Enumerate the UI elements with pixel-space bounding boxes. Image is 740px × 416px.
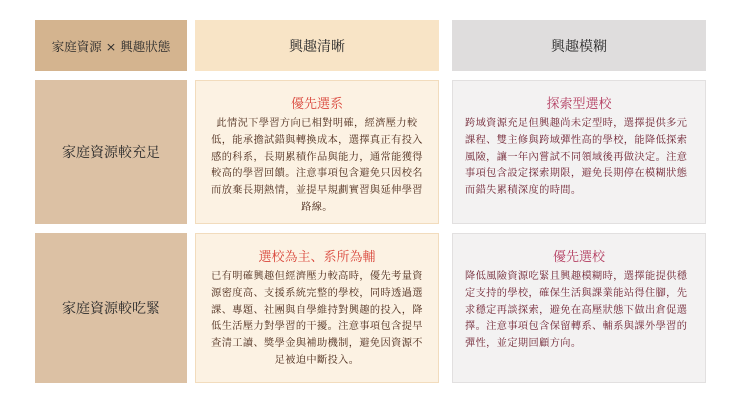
- cell-text: 跨域資源充足但興趣尚未定型時，選擇提供多元課程、雙主修與跨域彈性高的學校，能降低探索風險，讓一年內嘗試不同領域後再做決定。注意事項包含設定探索期限，避免長期停在模糊狀態而錯失累積深度的時間。: [465, 118, 688, 197]
- cell-text: 此情況下學習方向已相對明確，經濟壓力較低，能承擔試錯與轉換成本，選擇真正有投入感的科系，長期累積作品與能力，通常能獲得較高的學習回饋。注意事項包含避免只因校名而放棄長期熱情，並提早規劃實習與延伸學習路線。: [211, 118, 423, 213]
- cell-tight-clear: [195, 233, 439, 383]
- cell-text: 已有明確興趣但經濟壓力較高時，優先考量資源密度高、支援系統完整的學校，同時透過選課、專題、社團與自學維持對興趣的投入，降低生活壓力對學習的干擾。注意事項包含提早查清工讀、獎學金與補助機制，避免因資源不足被迫中斷投入。: [211, 271, 423, 366]
- row-header-resources-tight: 家庭資源較吃緊: [35, 233, 187, 383]
- row-header-resources-ample: 家庭資源較充足: [35, 80, 187, 224]
- cell-ample-clear: [195, 80, 439, 224]
- cell-title: 優先選系: [290, 97, 343, 112]
- cell-ample-vague: [452, 80, 706, 224]
- column-header-interest-vague: 興趣模糊: [452, 20, 706, 71]
- cell-title: 探索型選校: [546, 97, 612, 112]
- column-header-interest-clear: 興趣清晰: [195, 20, 439, 71]
- table-corner-header: 家庭資源 × 興趣狀態: [35, 20, 187, 71]
- cell-title: 選校為主、系所為輔: [258, 250, 376, 265]
- cell-text: 降低風險資源吃緊且興趣模糊時，選擇能提供穩定支持的學校，確保生活與課業能站得住腳，先求穩定再談探索，避免在高壓狀態下做出倉促選擇。注意事項包含保留轉系、輔系與課外學習的彈性，並定期回顧方向。: [465, 271, 688, 350]
- cell-title: 優先選校: [552, 250, 605, 265]
- cell-tight-vague: [452, 233, 706, 383]
